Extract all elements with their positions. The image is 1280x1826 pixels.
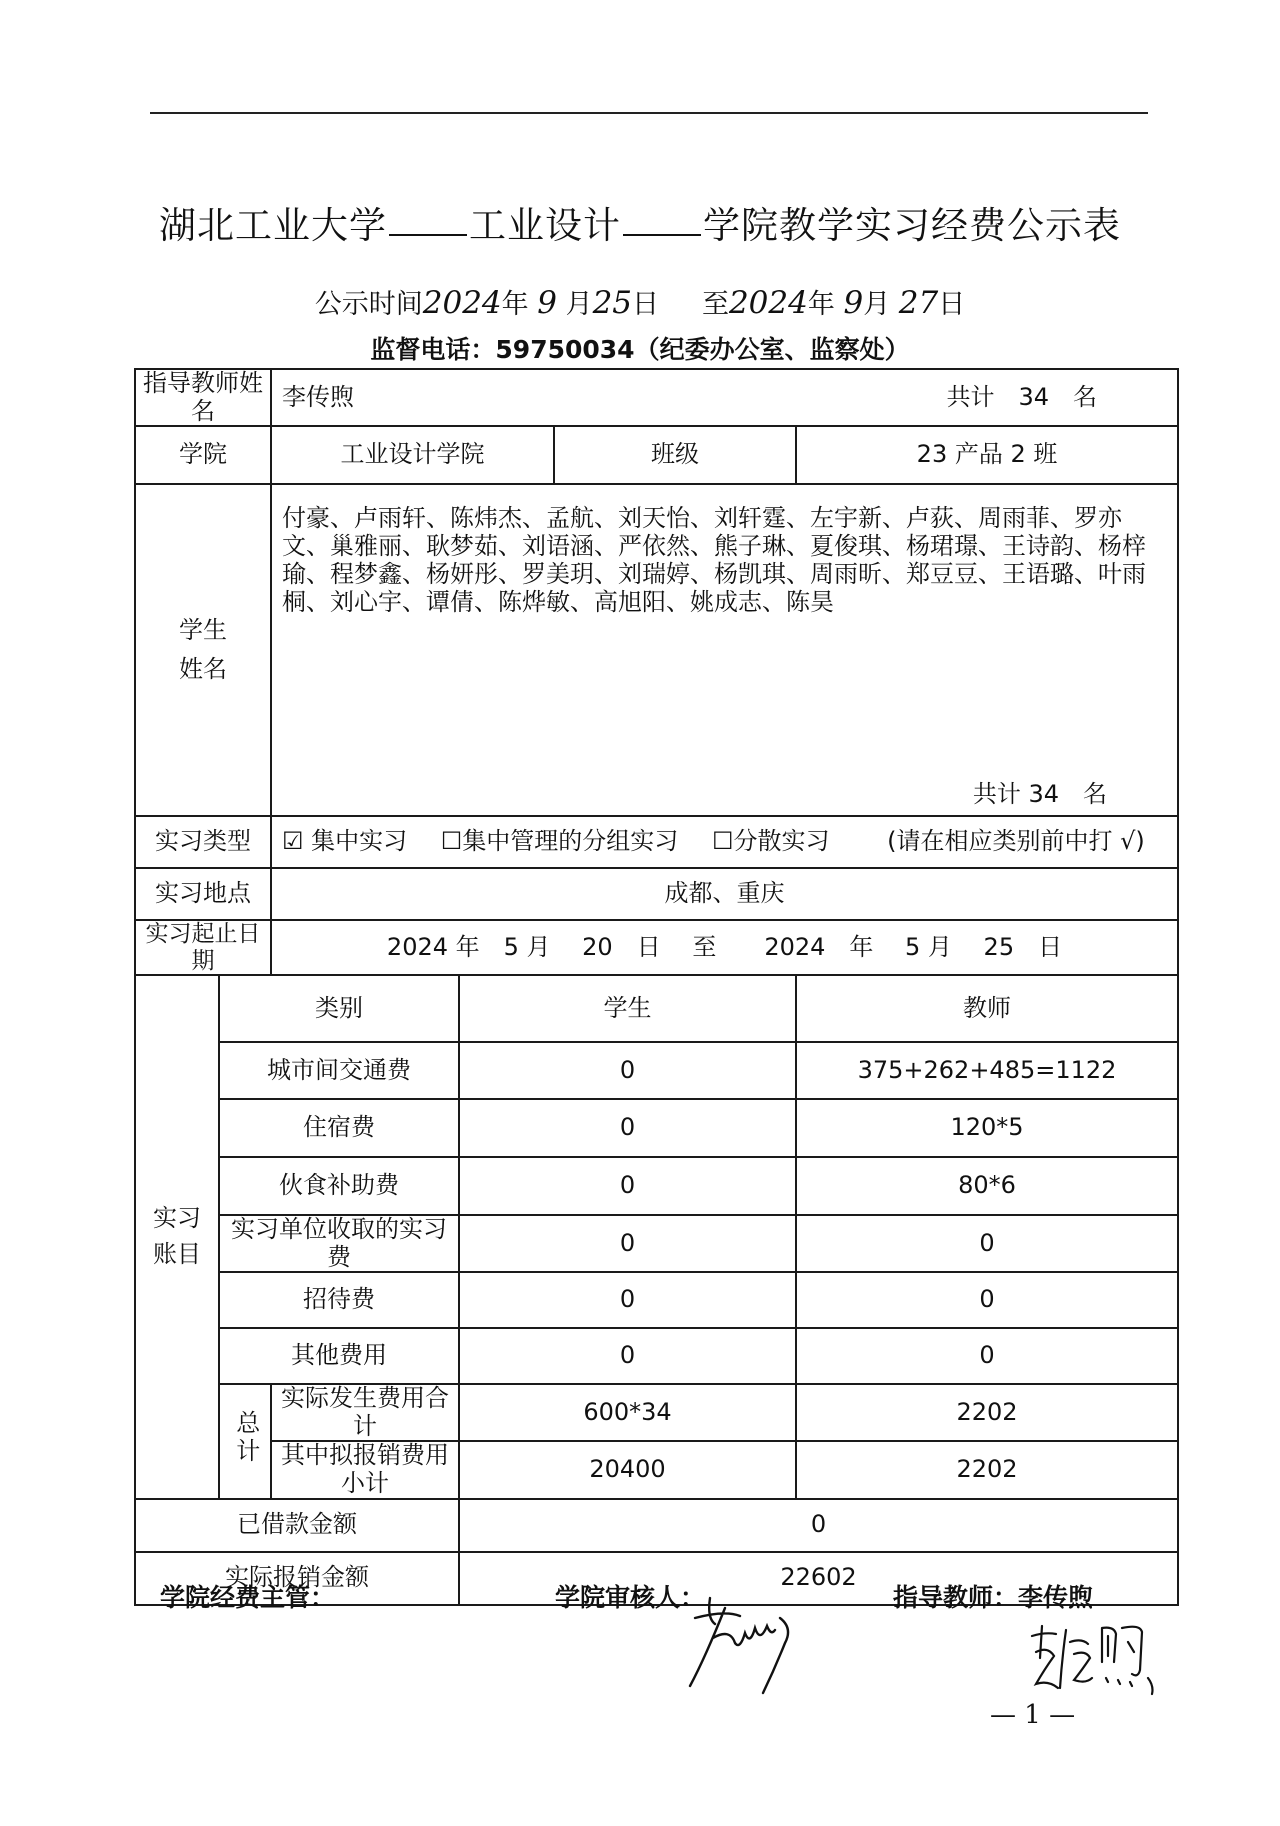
account-student: 0 [459, 1215, 796, 1272]
location-row [135, 868, 1178, 920]
college-value: 工业设计学院 [271, 426, 554, 484]
title-suffix: 学院教学实习经费公示表 [703, 204, 1121, 247]
day-char: 日 [632, 289, 660, 320]
class-label-text: 班级 [651, 440, 699, 469]
account-row [135, 1272, 1178, 1328]
account-teacher: 0 [796, 1215, 1178, 1272]
type-option-centralized[interactable]: ☑ 集中实习 [282, 827, 408, 856]
instructor-label: 指导教师：李传煦 [893, 1583, 1094, 1612]
total-label [219, 1384, 271, 1498]
title-university: 湖北工业大学 [159, 204, 387, 247]
accounts-header-row [135, 975, 1178, 1042]
location-value: 成都、重庆 [271, 868, 1178, 920]
month-char: 月 [863, 289, 891, 320]
students-label-line2: 姓名 [179, 655, 227, 684]
student-names-cell [271, 484, 1178, 816]
page-number: — 1 — [990, 1700, 1076, 1730]
total-row-reimburse [135, 1441, 1178, 1498]
dates-label: 实习起止日期 [135, 920, 271, 975]
type-label: 实习类型 [135, 816, 271, 868]
college-reviewer-label: 学院审核人： [555, 1583, 706, 1612]
teacher-name: 李传煦 [282, 382, 354, 411]
accounts-label-line2: 账目 [153, 1239, 201, 1268]
account-category: 住宿费 [219, 1099, 459, 1157]
month-char: 月 [565, 289, 593, 320]
account-row [135, 1099, 1178, 1157]
account-row [135, 1157, 1178, 1215]
students-label [135, 484, 271, 816]
total-row-actual [135, 1384, 1178, 1441]
reimburse-value: 22602 [459, 1552, 1178, 1605]
publish-end-month: 9 [843, 285, 864, 321]
year-char: 年 [807, 289, 835, 320]
account-category: 招待费 [219, 1272, 459, 1328]
account-teacher: 120*5 [796, 1099, 1178, 1157]
header-teacher: 教师 [796, 975, 1178, 1042]
supervision-phone: 监督电话：59750034（纪委办公室、监察处） [370, 335, 910, 364]
header-category: 类别 [219, 975, 459, 1042]
teacher-row [135, 369, 1178, 426]
class-label [554, 426, 796, 484]
total-category: 其中拟报销费用小计 [271, 1441, 459, 1498]
publish-start-year: 2024 [422, 285, 502, 321]
account-student: 0 [459, 1099, 796, 1157]
account-row [135, 1328, 1178, 1384]
top-rule [150, 112, 1148, 114]
page-title [0, 195, 1280, 249]
header-student: 学生 [459, 975, 796, 1042]
total-teacher: 2202 [796, 1441, 1178, 1498]
account-student: 0 [459, 1328, 796, 1384]
teacher-total: 共计 34 名 [946, 382, 1098, 411]
students-label-line1: 学生 [179, 615, 227, 644]
type-options [271, 816, 1178, 868]
day-char: 日 [938, 289, 966, 320]
account-teacher: 0 [796, 1272, 1178, 1328]
account-student: 0 [459, 1157, 796, 1215]
account-category: 城市间交通费 [219, 1042, 459, 1099]
college-row [135, 426, 1178, 484]
internship-type-row [135, 816, 1178, 868]
account-category: 伙食补助费 [219, 1157, 459, 1215]
borrowed-value: 0 [459, 1499, 1178, 1552]
year-char: 年 [501, 289, 529, 320]
publish-label: 公示时间 [314, 289, 423, 320]
type-note: (请在相应类别前中打 √) [887, 827, 1145, 856]
account-teacher: 0 [796, 1328, 1178, 1384]
title-blank-1 [389, 234, 467, 236]
dates-row [135, 920, 1178, 975]
type-option-group[interactable]: ☐集中管理的分组实习 [440, 827, 679, 856]
expense-form-table [134, 368, 1179, 1606]
title-blank-2 [623, 234, 701, 236]
teacher-label: 指导教师姓名 [135, 369, 271, 426]
total-label-text: 总计 [231, 1410, 260, 1467]
total-student: 600*34 [459, 1384, 796, 1441]
account-row [135, 1215, 1178, 1272]
borrowed-row [135, 1499, 1178, 1552]
publish-period [0, 282, 1280, 321]
total-student: 20400 [459, 1441, 796, 1498]
account-teacher: 80*6 [796, 1157, 1178, 1215]
account-student: 0 [459, 1042, 796, 1099]
college-label: 学院 [135, 426, 271, 484]
account-category: 实习单位收取的实习费 [219, 1215, 459, 1272]
students-total: 共计 34 名 [972, 780, 1108, 809]
account-row [135, 1042, 1178, 1099]
account-category: 其他费用 [219, 1328, 459, 1384]
account-teacher: 375+262+485=1122 [796, 1042, 1178, 1099]
student-names: 付豪、卢雨轩、陈炜杰、孟航、刘天怡、刘轩霆、左宇新、卢荻、周雨菲、罗亦文、巢雅丽、耿梦茹、刘语涵、严依然、熊子琳、夏俊琪、杨珺璟、王诗韵、杨梓瑜、程梦鑫、杨妍彤、罗美玥、刘瑞婷、杨凯琪、周雨昕、郑豆豆、王语璐、叶雨桐、刘心宇、谭倩、陈烨敏、高旭阳、姚成志、陈昊 [282, 504, 1146, 616]
title-college: 工业设计 [469, 204, 621, 247]
type-option-scattered[interactable]: ☐分散实习 [711, 827, 830, 856]
location-label: 实习地点 [135, 868, 271, 920]
finance-supervisor-label: 学院经费主管： [160, 1583, 336, 1612]
account-student: 0 [459, 1272, 796, 1328]
class-value: 23 产品 2 班 [796, 426, 1178, 484]
students-row [135, 484, 1178, 816]
publish-end-day: 27 [898, 285, 939, 321]
instructor-signature [1030, 1618, 1165, 1698]
total-category: 实际发生费用合计 [271, 1384, 459, 1441]
publish-end-year: 2024 [728, 285, 808, 321]
accounts-section-label [135, 975, 219, 1499]
teacher-cell [271, 369, 1178, 426]
borrowed-label: 已借款金额 [135, 1499, 459, 1552]
accounts-label-line1: 实习 [153, 1204, 201, 1233]
total-teacher: 2202 [796, 1384, 1178, 1441]
publish-start-month: 9 [537, 285, 557, 321]
dates-value: 2024 年 5 月 20 日 至 2024 年 5 月 25 日 [271, 920, 1178, 975]
publish-start-day: 25 [592, 285, 633, 321]
publish-to: 至 [701, 289, 729, 320]
reviewer-signature [685, 1588, 815, 1698]
reimburse-label: 实际报销金额 [135, 1552, 459, 1605]
